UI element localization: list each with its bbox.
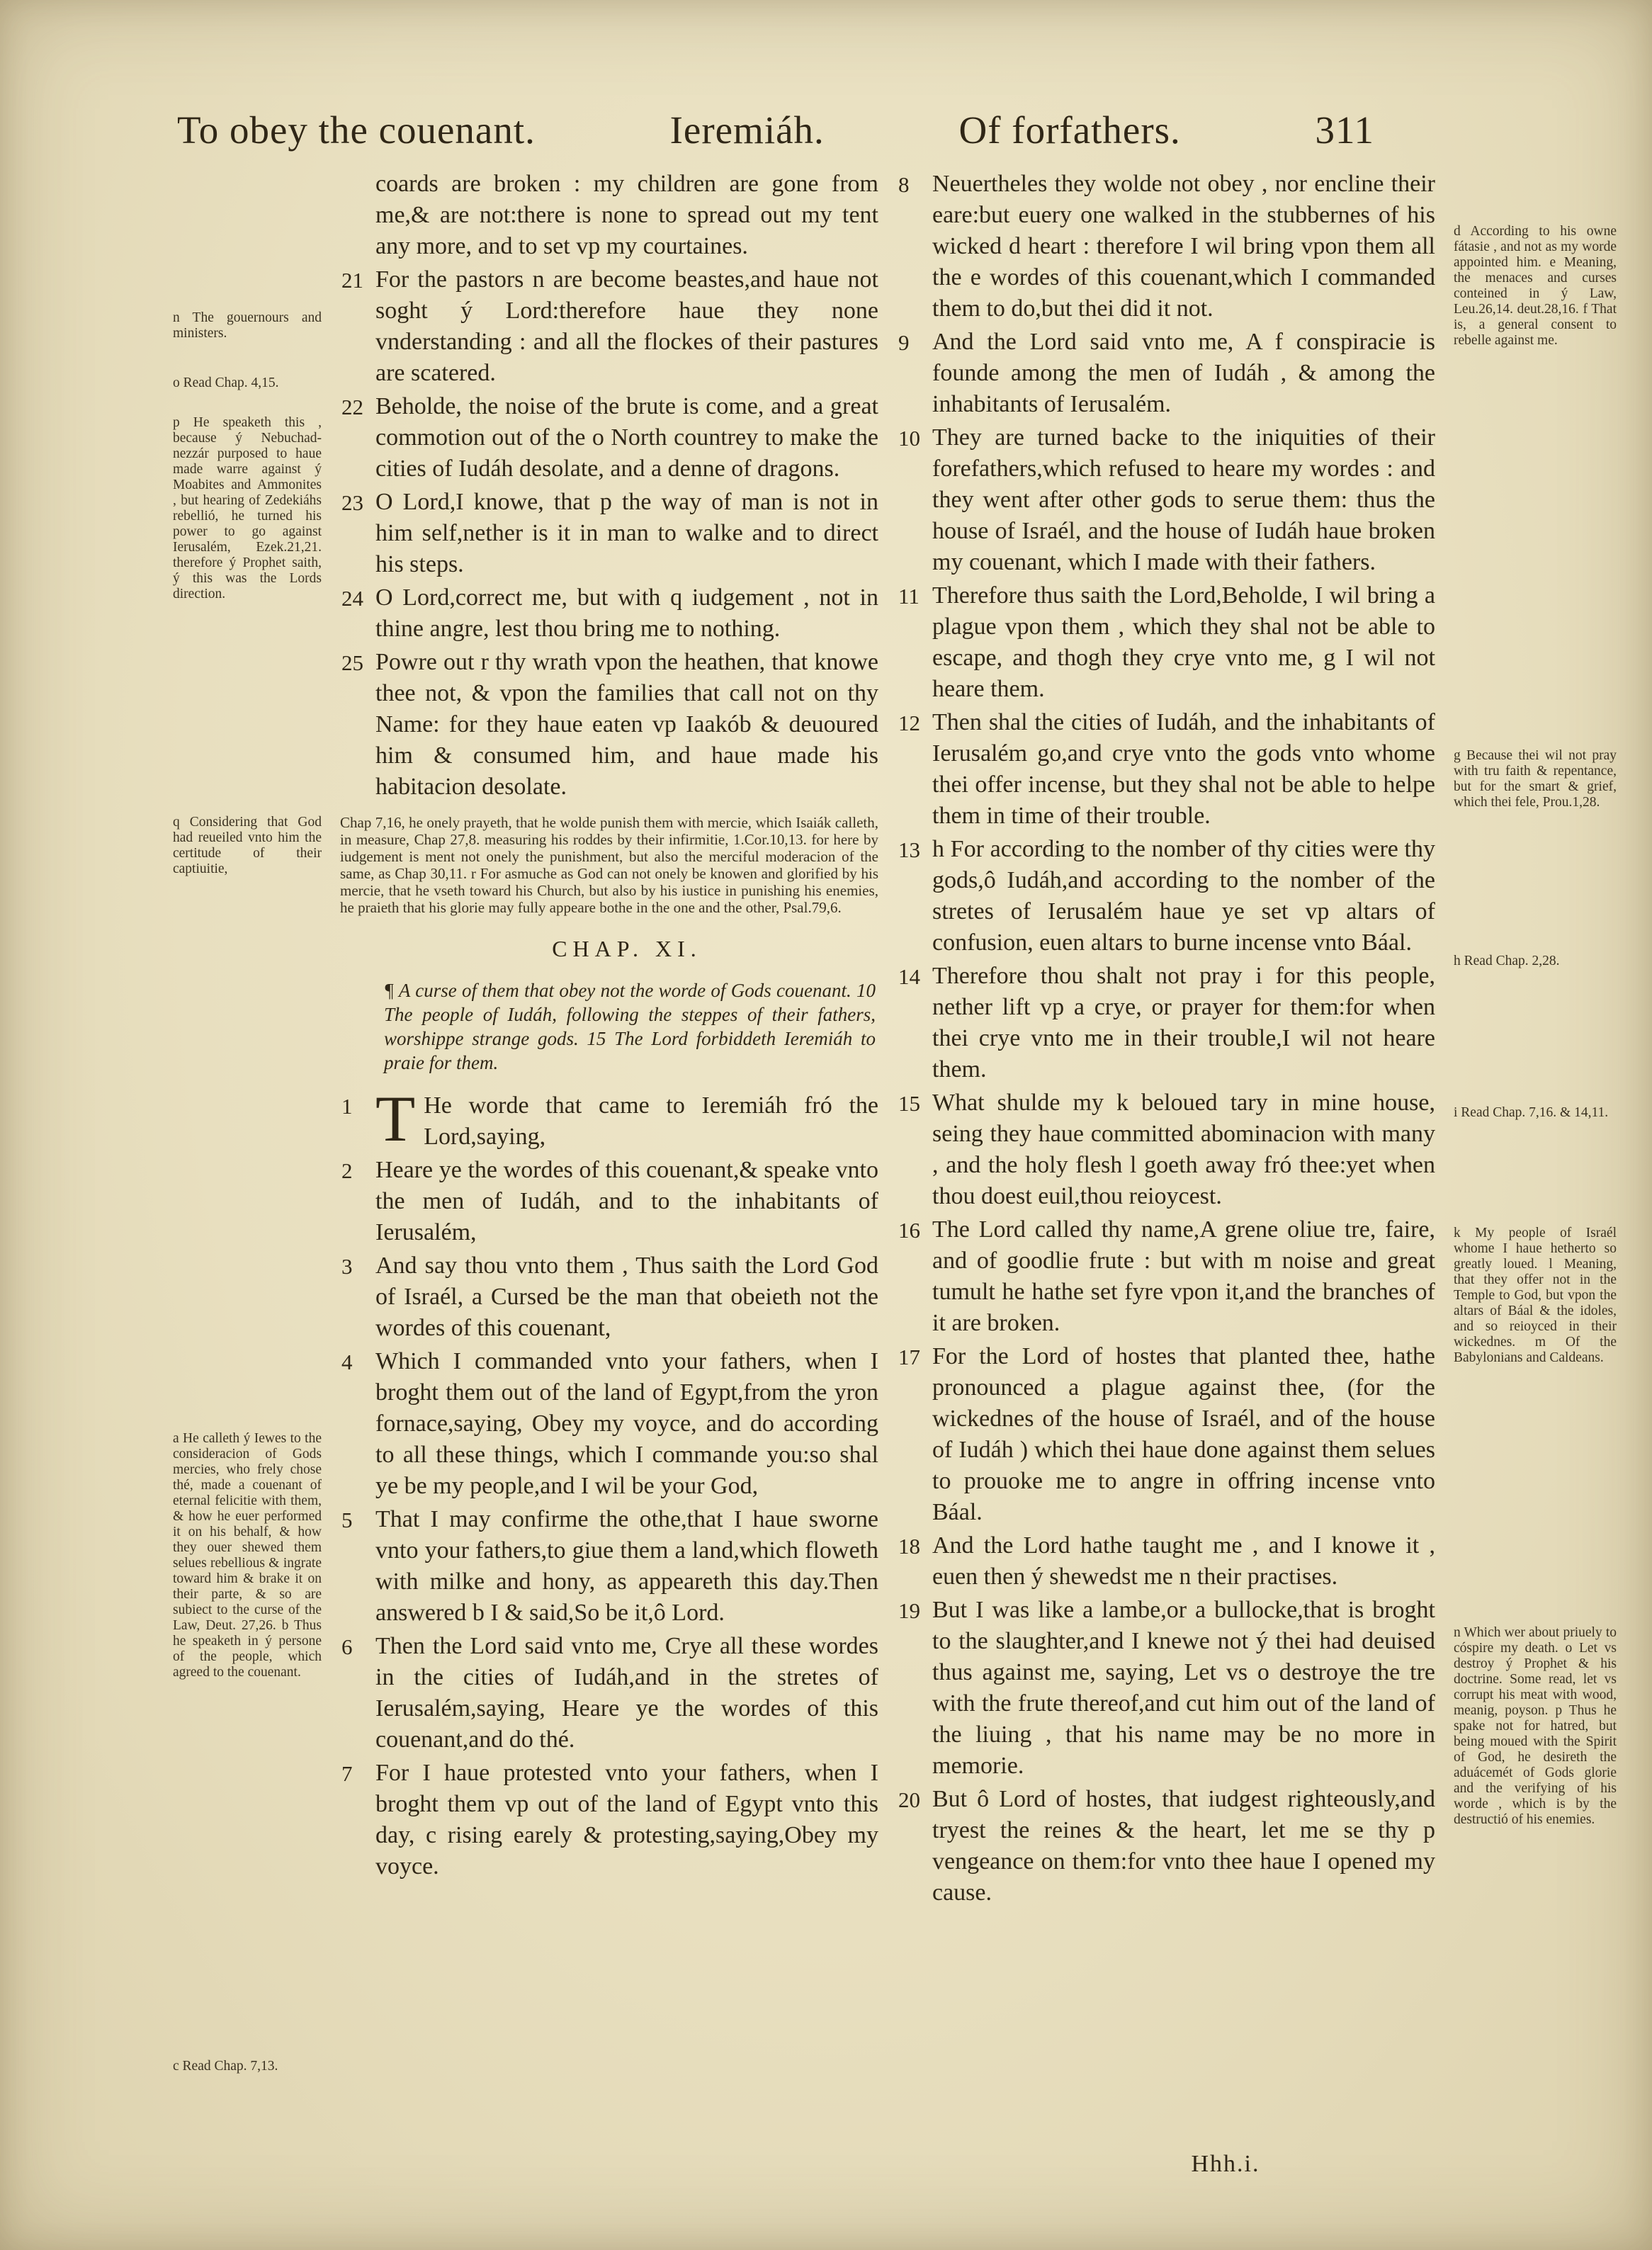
verse xyxy=(341,391,878,485)
verse xyxy=(341,1631,878,1756)
margin-note: h Read Chap. 2,28. xyxy=(1454,954,1560,968)
verse-number: 19 xyxy=(898,1598,920,1623)
margin-note: p He speaketh this , because ý Nebuchad-nezzár purposed to haue made warre against ý Moabites and Ammonites , but hearing of Zedekiáhs rebellió, he turned his power to go against Ierusalém, Ezek.21,21. therefore ý Prophet saith, ý this was the Lords direction. xyxy=(173,415,322,601)
verse-text: What shulde my k beloued tary in mine house, seing they haue committed abominacion with many , and the holy flesh l goeth away fró thee:yet when thou doest euil,thou reioycest. xyxy=(932,1090,1435,1209)
verse-text: Powre out r thy wrath vpon the heathen, that knowe thee not, & vpon the families that call not on thy Name: for they haue eaten vp Iaakób & deuoured him & consumed him, and haue made his habitacion desolate. xyxy=(375,649,878,800)
verse-number: 10 xyxy=(898,426,920,451)
margin-note: i Read Chap. 7,16. & 14,11. xyxy=(1454,1105,1609,1120)
verse-text: For the pastors n are become beastes,and haue not soght ý Lord:therefore haue they none vnderstanding : and all the flockes of their pastures are scatered. xyxy=(375,266,878,386)
verse-number: 14 xyxy=(898,964,920,989)
verse xyxy=(341,1346,878,1502)
verse-number: 17 xyxy=(898,1345,920,1369)
verse-number: 13 xyxy=(898,837,920,862)
verse-text: Beholde, the noise of the brute is come, and a great commotion out of the o North countrey to make the cities of Iudáh desolate, and a denne of dragons. xyxy=(375,393,878,482)
verse xyxy=(898,1087,1435,1212)
verse-number: 3 xyxy=(341,1254,353,1279)
verse-number: 2 xyxy=(341,1158,353,1183)
page-header xyxy=(177,108,1374,152)
verse-number: 24 xyxy=(341,586,363,611)
verse xyxy=(898,580,1435,705)
verse-text: That I may confirme the othe,that I haue sworne vnto your fathers,to giue them a land,which floweth with milke and hony, as appeareth this day.Then answered b I & said,So be it,ô Lord. xyxy=(375,1506,878,1626)
chapter-heading: CHAP. XI. xyxy=(552,936,702,961)
margin-note: n Which wer about priuely to cóspire my death. o Let vs destroy ý Prophet & his doctrine. Some read, let vs corrupt his meat with wood, meanig, poyson. p Thus he spake not for hatred, but being moued with the Spirit of God, he desireth the aduácemét of Gods glorie and the verifying of his worde , which is by the destructió of his enemies. xyxy=(1454,1625,1617,1827)
verse-number: 11 xyxy=(898,584,920,609)
margin-note: k My people of Israél whome I haue hetherto so greatly loued. l Meaning, that they offer not in the Temple to God, but vpon the altars of Báal & the idoles, and so reioyced in their wickednes. m Of the Babylonians and Caldeans. xyxy=(1454,1226,1617,1365)
margin-note: q Considering that God had reueiled vnto him the certitude of their captiuitie, xyxy=(173,815,322,876)
margin-note: a He calleth ý Iewes to the consideracion of Gods mercies, who frely chose thé, made a couenant of eternal felicitie with them, & how he euer performed it on his behalf, & how they ouer shewed them selues rebellious & ingrate toward him & brake it on their parte, & so are subiect to the curse of the Law, Deut. 27,26. b Thus he speaketh in ý persone of the people, which agreed to the couenant. xyxy=(173,1431,322,1680)
verse-number: 21 xyxy=(341,268,363,293)
verse-number: 20 xyxy=(898,1787,920,1812)
verse xyxy=(341,1155,878,1248)
verse-text: Then the Lord said vnto me, Crye all these wordes in the cities of Iudáh,and in the stretes of Ierusalém,saying, Heare ye the wordes of this couenant,and do thé. xyxy=(375,1633,878,1753)
verse-text: Therefore thou shalt not pray i for this people, nether lift vp a crye, or prayer for them:for when thei crye vnto me in their trouble,I wil not heare them. xyxy=(932,963,1435,1082)
verse-text: Which I commanded vnto your fathers, when I broght them out of the land of Egypt,from the yron fornace,saying, Obey my voyce, and do according to all these things, which I commande you:so shal ye be my people,and I wil be your God, xyxy=(375,1348,878,1499)
verse xyxy=(341,487,878,580)
verse-number: 18 xyxy=(898,1534,920,1559)
argument: ¶ A curse of them that obey not the worde of Gods couenant. 10 The people of Iudáh, following the steppes of their fathers, worshippe strange gods. 15 The Lord forbiddeth Ieremiáh to praie for them. xyxy=(384,980,876,1073)
verse-number: 9 xyxy=(898,330,910,355)
signature-mark: Hhh.i. xyxy=(1191,2151,1260,2177)
verse-number: 4 xyxy=(341,1350,353,1374)
verse-text: But ô Lord of hostes, that iudgest righteously,and tryest the reines & the heart, let me se thy p vengeance on them:for vnto thee haue I opened my cause. xyxy=(932,1786,1435,1906)
page-body xyxy=(173,169,1632,2223)
margin-note: d According to his owne fátasie , and not as my worde appointed him. e Meaning, the menaces and curses conteined in ý Law, Leu.26,14. deut.28,16. f That is, a general consent to rebelle against me. xyxy=(1454,224,1617,348)
verse-text: Neuertheles they wolde not obey , nor encline their eare:but euery one walked in the stubbernes of his wicked d heart : therefore I wil bring vpon them all the e wordes of this couenant,which I commanded them to do,but thei did it not. xyxy=(932,171,1435,322)
margin-note: o Read Chap. 4,15. xyxy=(173,375,279,390)
verse-text: Then shal the cities of Iudáh, and the inhabitants of Ierusalém go,and crye vnto the gods vnto whome thei offer incense, but they shal not be able to helpe them in time of their trouble. xyxy=(932,709,1435,829)
margin-note: g Because thei wil not pray with tru faith & repentance, but for the smart & grief, which thei fele, Prou.1,28. xyxy=(1454,748,1617,810)
verse xyxy=(341,647,878,803)
verse xyxy=(341,1504,878,1629)
right-margin-notes xyxy=(1454,169,1617,2223)
margin-note: c Read Chap. 7,13. xyxy=(173,2059,278,2074)
verse-text: For I haue protested vnto your fathers, when I broght them vp out of the land of Egypt vnto this day, c rising earely & protesting,saying,Obey my voyce. xyxy=(375,1760,878,1879)
verse xyxy=(898,834,1435,959)
verse-text: But I was like a lambe,or a bullocke,that is broght to the slaughter,and I knewe not ý thei had deuised thus against me, saying, Let vs o destroye the tre with the frute thereof,and cut him out of the land of the liuing , that his name may be no more in memorie. xyxy=(932,1597,1435,1779)
left-margin-notes xyxy=(173,169,322,2223)
verse xyxy=(898,1530,1435,1593)
running-title-left: To obey the couenant. xyxy=(177,108,536,152)
verse-number: 5 xyxy=(341,1508,353,1532)
verse xyxy=(898,422,1435,578)
page-number: 311 xyxy=(1315,108,1374,152)
verse-text: They are turned backe to the iniquities of their forefathers,which refused to heare my wordes : and they went after other gods to serue them: thus the house of Israél, and the house of Iudáh haue broken my couenant, which I made with their fathers. xyxy=(932,424,1435,575)
left-text-column xyxy=(340,169,878,2223)
verse-text: O Lord,I knowe, that p the way of man is not in him self,nether is it in man to walke and to direct his steps. xyxy=(375,489,878,577)
verse-number: 22 xyxy=(341,395,363,419)
verse-text: Heare ye the wordes of this couenant,& speake vnto the men of Iudáh, and to the inhabitants of Ierusalém, xyxy=(375,1157,878,1245)
drop-cap: T xyxy=(375,1082,416,1155)
verse xyxy=(341,1082,878,1155)
verse xyxy=(341,264,878,389)
running-title-right: Of forfathers. xyxy=(958,108,1181,152)
right-text-column xyxy=(897,169,1435,2223)
verse-number: 23 xyxy=(341,490,363,515)
verse-number: 6 xyxy=(341,1634,353,1659)
verse-text: He worde that came to Ieremiáh fró the Lord,saying, xyxy=(424,1092,878,1150)
margin-note: n The gouernours and ministers. xyxy=(173,310,322,341)
verse-text: The Lord called thy name,A grene oliue tre, faire, and of goodlie frute : but with m noise and great tumult he hathe set fyre vpon it,and the branches of it are broken. xyxy=(932,1216,1435,1336)
verse xyxy=(898,1341,1435,1528)
verse xyxy=(898,1595,1435,1782)
commentary: Chap 7,16, he onely prayeth, that he wolde punish them with mercie, which Isaiák calleth, in measure, Chap 27,8. measuring his roddes by their infirmitie, 1.Cor.10,13. for here by iudgement is ment not onely the punishment, but also the merciful moderacion of the same, as Chap 30,11. r For asmuche as God can not onely be knowen and glorified by his mercie, that he vseth toward his Church, but also by his iustice in punishing his enemies, he praieth that his glorie may fully appeare bothe in the one and the other, Psal.79,6. xyxy=(340,814,878,916)
book-title: Ieremiáh. xyxy=(669,108,825,152)
verse-text: And the Lord hathe taught me , and I knowe it , euen then ý shewedst me n their practises. xyxy=(932,1532,1435,1590)
verse-text: And the Lord said vnto me, A f conspiracie is founde among the men of Iudáh , & among the inhabitants of Ierusalém. xyxy=(932,329,1435,417)
verse-text: And say thou vnto them , Thus saith the Lord God of Israél, a Cursed be the man that obeieth not the wordes of this couenant, xyxy=(375,1253,878,1341)
verse-number: 25 xyxy=(341,650,363,675)
verse-text: For the Lord of hostes that planted thee, hathe pronounced a plague against thee, (for the wickednes of the house of Israél, and of the house of Iudáh ) which thei haue done against them selues to prouoke me to angre in offring incense vnto Báal. xyxy=(932,1343,1435,1525)
verse xyxy=(898,169,1435,324)
verse-number: 16 xyxy=(898,1218,920,1243)
verse-number: 8 xyxy=(898,172,910,197)
verse-text: O Lord,correct me, but with q iudgement , not in thine angre, lest thou bring me to nothing. xyxy=(375,584,878,642)
verse-number: 15 xyxy=(898,1091,920,1116)
verse xyxy=(898,327,1435,420)
verse xyxy=(898,707,1435,832)
verse xyxy=(341,582,878,645)
verse xyxy=(898,961,1435,1085)
verse-text: Therefore thus saith the Lord,Beholde, I wil bring a plague vpon them , which they shal not be able to escape, and thogh they crye vnto me, g I wil not heare them. xyxy=(932,582,1435,702)
verse xyxy=(898,1214,1435,1339)
verse-number: 12 xyxy=(898,711,920,735)
para: coards are broken : my children are gone from me,& are not:there is none to spread out my tent any more, and to set vp my courtaines. xyxy=(375,171,878,259)
verse xyxy=(341,1250,878,1344)
verse-text: h For according to the nomber of thy cities were thy gods,ô Iudáh,and according to the nomber of the stretes of Ierusalém haue ye set vp altars of confusion, euen altars to burne incense vnto Báal. xyxy=(932,836,1435,956)
verse-number: 7 xyxy=(341,1761,353,1786)
verse xyxy=(341,1758,878,1882)
verse xyxy=(898,1784,1435,1909)
verse-number: 1 xyxy=(341,1094,353,1119)
